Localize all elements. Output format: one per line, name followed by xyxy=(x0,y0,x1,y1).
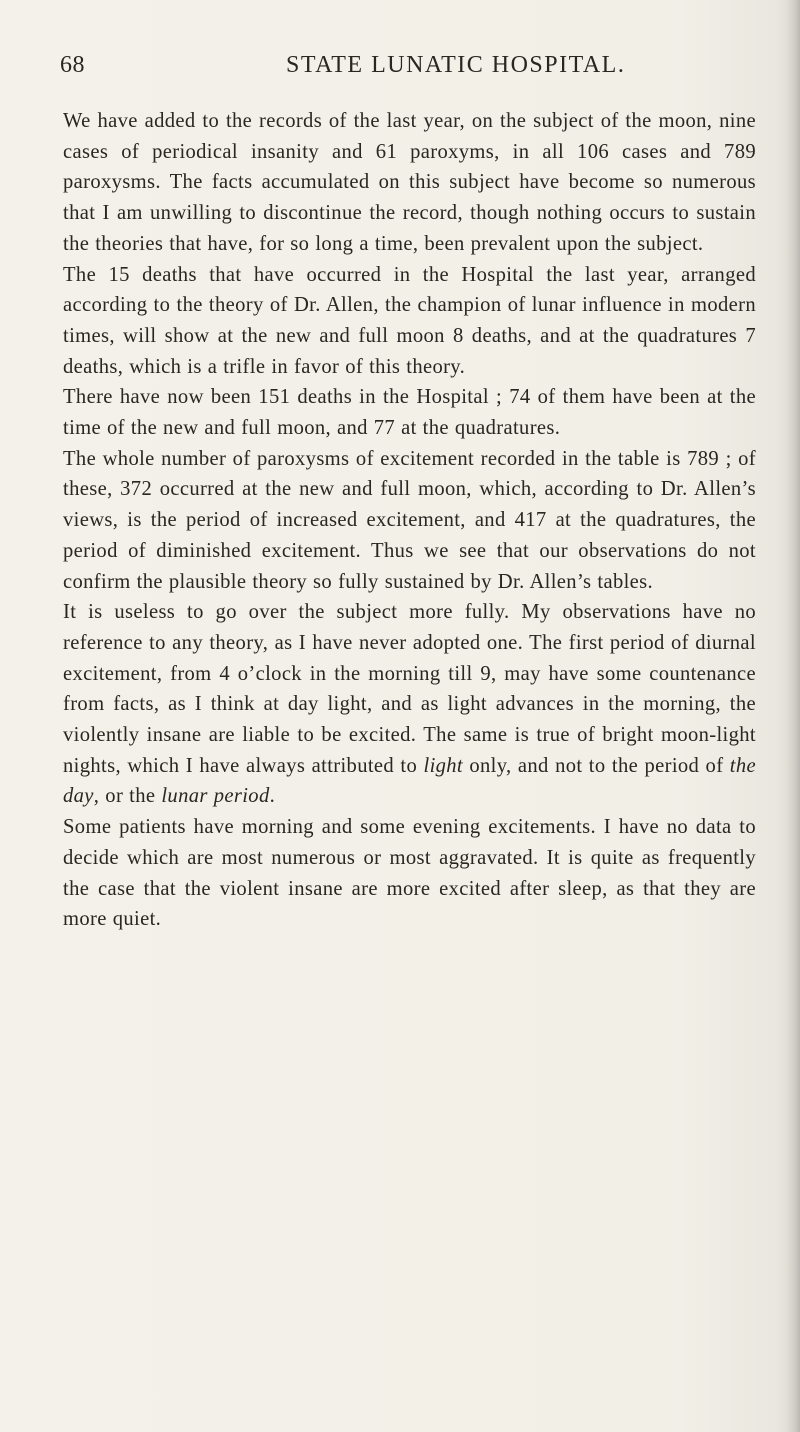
body-text xyxy=(63,106,756,935)
paragraph-diurnal-text-d: . xyxy=(269,785,276,808)
paragraph-diurnal-excitement xyxy=(63,597,756,812)
paragraph-diurnal-text-c: , or the xyxy=(93,785,162,808)
italic-the-day: the day xyxy=(63,754,756,808)
italic-light: light xyxy=(423,754,464,777)
paragraph-total-deaths: There have now been 151 deaths in the Hospital ; 74 of them have been at the time of the new and full moon, and 77 at the quadratures. xyxy=(63,386,756,440)
running-head xyxy=(60,52,760,88)
running-title: STATE LUNATIC HOSPITAL. xyxy=(286,52,626,78)
paragraph-morning-evening: Some patients have morning and some evening excitements. I have no data to decide which are most numerous or most aggravated. It is quite as frequently the case that the violent insane are more excited after sleep, as that they are more quiet. xyxy=(63,816,756,931)
paragraph-diurnal-text-b: only, and not to the period of xyxy=(463,754,730,777)
page-edge-shadow xyxy=(786,0,800,1432)
page-number: 68 xyxy=(60,52,85,78)
italic-lunar-period: lunar period xyxy=(161,785,270,808)
paragraph-deaths-last-year: The 15 deaths that have occurred in the Hospital the last year, arranged according to the theory of Dr. Allen, the champion of lunar influence in modern times, will show at the new and full moon 8 deaths, and at the quadratures 7 deaths, which is a trifle in favor of this theory. xyxy=(63,263,756,378)
paragraph-paroxysms: The whole number of paroxysms of excitement recorded in the table is 789 ; of these, 372 occurred at the new and full moon, which, according to Dr. Allen’s views, is the period of increased excitement, and 417 at the quadratures, the period of diminished excitement. Thus we see that our observations do not confirm the plausible theory so fully sustained by Dr. Allen’s tables. xyxy=(63,447,756,593)
paragraph-diurnal-text-a: It is useless to go over the subject more fully. My observations have no reference to any theory, as I have never adopted one. The first period of diurnal excitement, from 4 o’clock in the morning till 9, may have some countenance from facts, as I think at day light, and as light advances in the morning, the violently insane are liable to be excited. The same is true of bright moon-light nights, which I have always attributed to xyxy=(63,601,756,777)
paragraph-moon-records: We have added to the records of the last year, on the subject of the moon, nine cases of periodical insanity and 61 paroxyms, in all 106 cases and 789 paroxysms. The facts accumulated on this subject have become so numerous that I am unwilling to discontinue the record, though nothing occurs to sustain the theories that have, for so long a time, been prevalent upon the subject. xyxy=(63,110,756,255)
